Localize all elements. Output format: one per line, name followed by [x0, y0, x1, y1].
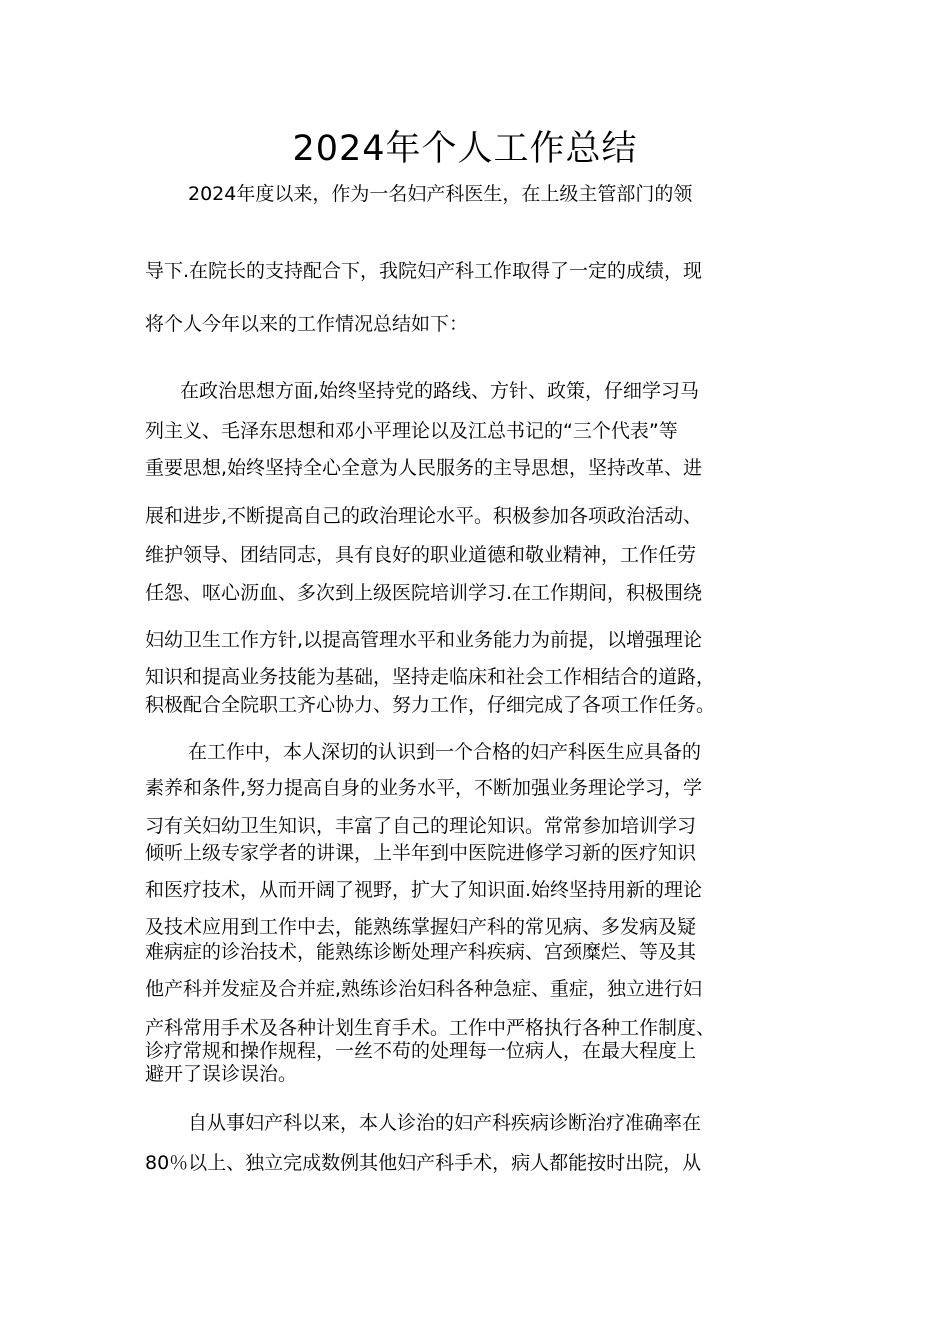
- politics-line-9: 积极配合全院职工齐心协力、努力工作，仔细完成了各项工作任务。: [145, 694, 716, 716]
- politics-line-1: 在政治思想方面,始终坚持党的路线、方针、政策，仔细学习马: [180, 380, 700, 402]
- work-line-10: 诊疗常规和操作规程，一丝不苟的处理每一位病人，在最大程度上: [145, 1040, 697, 1062]
- work-line-9: 产科常用手术及各种计划生育手术。工作中严格执行各种工作制度、: [145, 1017, 716, 1039]
- politics-line-2: 列主义、毛泽东思想和邓小平理论以及江总书记的“三个代表”等: [145, 420, 678, 442]
- intro-line-1: 2024年度以来，作为一名妇产科医生，在上级主管部门的领: [188, 183, 693, 205]
- work-line-8: 他产科并发症及合并症,熟练诊治妇科各种急症、重症，独立进行妇: [145, 978, 703, 1000]
- intro-line-2: 导下.在院长的支持配合下，我院妇产科工作取得了一定的成绩，现: [145, 260, 703, 282]
- work-line-11: 避开了误诊误治。: [145, 1063, 298, 1085]
- document-title: 2024年个人工作总结: [292, 129, 638, 169]
- work-line-4: 倾听上级专家学者的讲课，上半年到中医院进修学习新的医疗知识: [145, 842, 697, 864]
- work-line-6: 及技术应用到工作中去，能熟练掌握妇产科的常见病、多发病及疑: [145, 916, 697, 938]
- politics-line-4: 展和进步,不断提高自己的政治理论水平。积极参加各项政治活动、: [145, 505, 703, 527]
- work-line-3: 习有关妇幼卫生知识，丰富了自己的理论知识。常常参加培训学习: [145, 815, 697, 837]
- politics-line-7: 妇幼卫生工作方针,以提高管理水平和业务能力为前提，以增强理论: [145, 629, 703, 651]
- politics-line-3: 重要思想,始终坚持全心全意为人民服务的主导思想，坚持改革、进: [145, 457, 703, 479]
- results-line-1: 自从事妇产科以来，本人诊治的妇产科疾病诊断治疗准确率在: [188, 1112, 702, 1134]
- work-line-7: 难病症的诊治技术，能熟练诊断处理产科疾病、宫颈糜烂、等及其: [145, 941, 697, 963]
- politics-line-5: 维护领导、团结同志，具有良好的职业道德和敬业精神，工作任劳: [145, 544, 697, 566]
- politics-line-6: 任怨、呕心沥血、多次到上级医院培训学习.在工作期间，积极围绕: [145, 582, 703, 604]
- politics-line-8: 知识和提高业务技能为基础，坚持走临床和社会工作相结合的道路，: [145, 666, 716, 688]
- work-line-5: 和医疗技术，从而开阔了视野，扩大了知识面.始终坚持用新的理论: [145, 879, 703, 901]
- work-line-1: 在工作中，本人深切的认识到一个合格的妇产科医生应具备的: [188, 741, 702, 763]
- results-line-2: 80％以上、独立完成数例其他妇产科手术，病人都能按时出院，从: [145, 1152, 702, 1174]
- intro-line-3: 将个人今年以来的工作情况总结如下：: [145, 313, 469, 335]
- work-line-2: 素养和条件,努力提高自身的业务水平，不断加强业务理论学习，学: [145, 777, 703, 799]
